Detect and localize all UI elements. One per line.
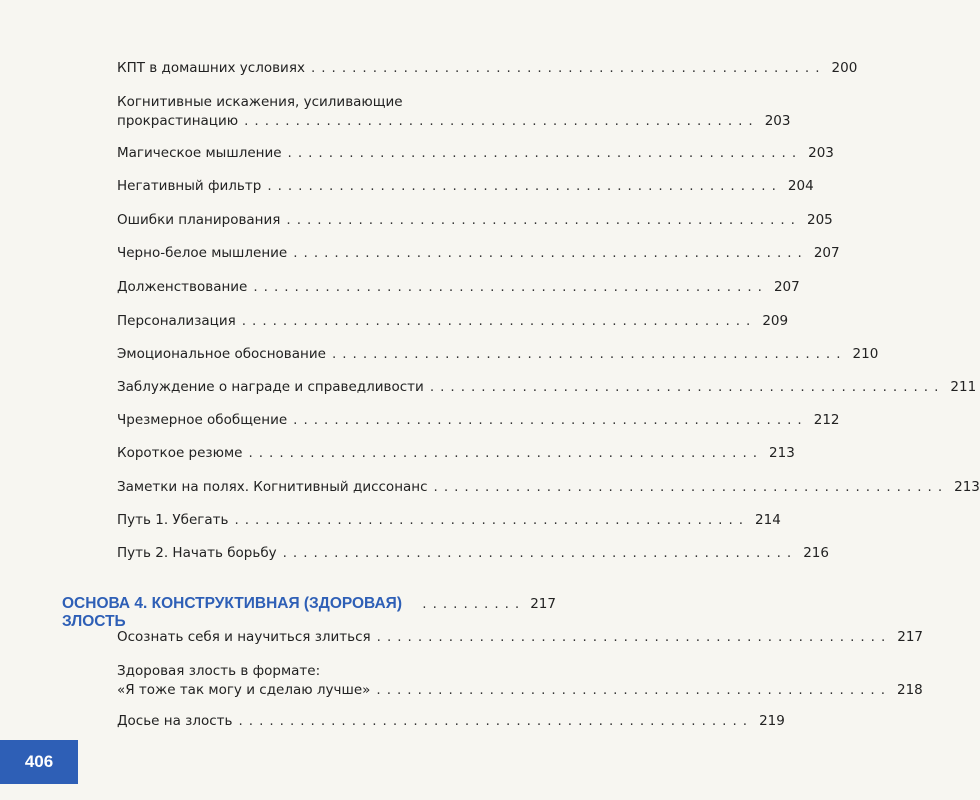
toc-entry[interactable] xyxy=(117,211,833,230)
page-number-badge xyxy=(0,740,78,784)
toc-entry-page: 213 xyxy=(954,479,980,495)
leader-dots: .................................................. xyxy=(310,60,826,76)
leader-dots: .................................................. xyxy=(331,346,847,362)
toc-entry[interactable] xyxy=(117,177,814,196)
toc-entry-title: Магическое мышление xyxy=(117,145,282,161)
toc-entry-title: Эмоциональное обоснование xyxy=(117,346,326,362)
leader-dots: .................................................. xyxy=(267,178,782,194)
toc-entry-title: Путь 1. Убегать xyxy=(117,512,229,528)
toc-entry[interactable] xyxy=(117,144,834,163)
toc-entry-page: 216 xyxy=(803,545,829,561)
toc-entry-title: Персонализация xyxy=(117,313,236,329)
section-page: 217 xyxy=(530,596,556,612)
leader-dots: .................................................. xyxy=(253,279,768,295)
toc-entry[interactable] xyxy=(117,312,789,331)
toc-entry[interactable] xyxy=(117,662,923,700)
toc-entry-title: Чрезмерное обобщение xyxy=(117,412,288,428)
toc-entry-title: Здоровая злость в формате: xyxy=(117,663,321,679)
toc-entry-title: Заблуждение о награде и справедливости xyxy=(117,379,424,395)
toc-entry[interactable] xyxy=(117,93,791,131)
toc-entry-title: Заметки на полях. Когнитивный диссонанс xyxy=(117,479,428,495)
leader-dots: .................................................. xyxy=(287,145,803,161)
leader-dots: .................................................. xyxy=(293,412,808,428)
toc-entry-page: 203 xyxy=(808,145,834,161)
toc-entry[interactable] xyxy=(117,244,840,263)
leader-dots: .................................................. xyxy=(433,479,949,495)
toc-entry-page: 200 xyxy=(831,60,858,76)
leader-dots: .................................................. xyxy=(282,545,798,561)
toc-entry-title-cont: прокрастинацию xyxy=(117,113,239,129)
toc-entry-page: 212 xyxy=(813,412,840,428)
leader-dots: .................................................. xyxy=(429,379,945,395)
leader-dots: .................................................. xyxy=(286,212,801,228)
section-title: ОСНОВА 4. КОНСТРУКТИВНАЯ (ЗДОРОВАЯ) ЗЛОСТЬ xyxy=(62,595,402,630)
toc-entry-page: 209 xyxy=(762,313,789,329)
toc-entry-page: 214 xyxy=(755,512,781,528)
toc-entry-page: 203 xyxy=(764,113,791,129)
leader-dots: .................................................. xyxy=(376,682,891,698)
leader-dots: .................................................. xyxy=(376,629,892,645)
toc-entry-title: Осознать себя и научиться злиться xyxy=(117,629,371,645)
leader-dots: .................................................. xyxy=(241,313,757,329)
toc-entry[interactable] xyxy=(117,544,829,563)
leader-dots: .................................................. xyxy=(234,512,750,528)
toc-entry-title: Долженствование xyxy=(117,279,248,295)
toc-entry-page: 218 xyxy=(897,682,923,698)
leader-dots: .................................................. xyxy=(293,245,808,261)
toc-entry[interactable] xyxy=(117,511,781,530)
toc-entry-title: Путь 2. Начать борьбу xyxy=(117,545,277,561)
toc-entry[interactable] xyxy=(117,444,795,463)
toc-entry-title: КПТ в домашних условиях xyxy=(117,60,305,76)
toc-entry-page: 213 xyxy=(769,445,795,461)
toc-entry-page: 207 xyxy=(813,245,840,261)
toc-entry-page: 217 xyxy=(897,629,924,645)
toc-entry[interactable] xyxy=(117,378,977,397)
toc-entry-page: 211 xyxy=(950,379,977,395)
leader-dots: .................................................. xyxy=(248,445,764,461)
toc-entry-title: Когнитивные искажения, усиливающие xyxy=(117,94,403,110)
leader-dots: .......... xyxy=(422,596,526,612)
toc-entry-page: 210 xyxy=(852,346,879,362)
toc-entry-page: 205 xyxy=(806,212,833,228)
toc-entry[interactable] xyxy=(117,628,924,647)
toc-entry[interactable] xyxy=(117,712,785,731)
leader-dots: .................................................. xyxy=(238,713,754,729)
toc-entry-title: Черно-белое мышление xyxy=(117,245,288,261)
toc-entry-title: Досье на злость xyxy=(117,713,233,729)
toc-entry[interactable] xyxy=(117,278,800,297)
toc-entry-title: Ошибки планирования xyxy=(117,212,281,228)
toc-entry[interactable] xyxy=(117,59,858,78)
toc-entry[interactable] xyxy=(117,345,879,364)
toc-section-heading[interactable] xyxy=(62,595,556,631)
toc-entry-title-cont: «Я тоже так могу и сделаю лучше» xyxy=(117,682,371,698)
toc-entry[interactable] xyxy=(117,411,840,430)
toc-entry-page: 207 xyxy=(773,279,800,295)
toc-entry-title: Короткое резюме xyxy=(117,445,243,461)
leader-dots: .................................................. xyxy=(244,113,759,129)
toc-entry-page: 219 xyxy=(759,713,785,729)
toc-entry-title: Негативный фильтр xyxy=(117,178,262,194)
toc-entry-page: 204 xyxy=(787,178,814,194)
toc-entry[interactable] xyxy=(117,478,980,497)
page-number: 406 xyxy=(24,752,54,771)
